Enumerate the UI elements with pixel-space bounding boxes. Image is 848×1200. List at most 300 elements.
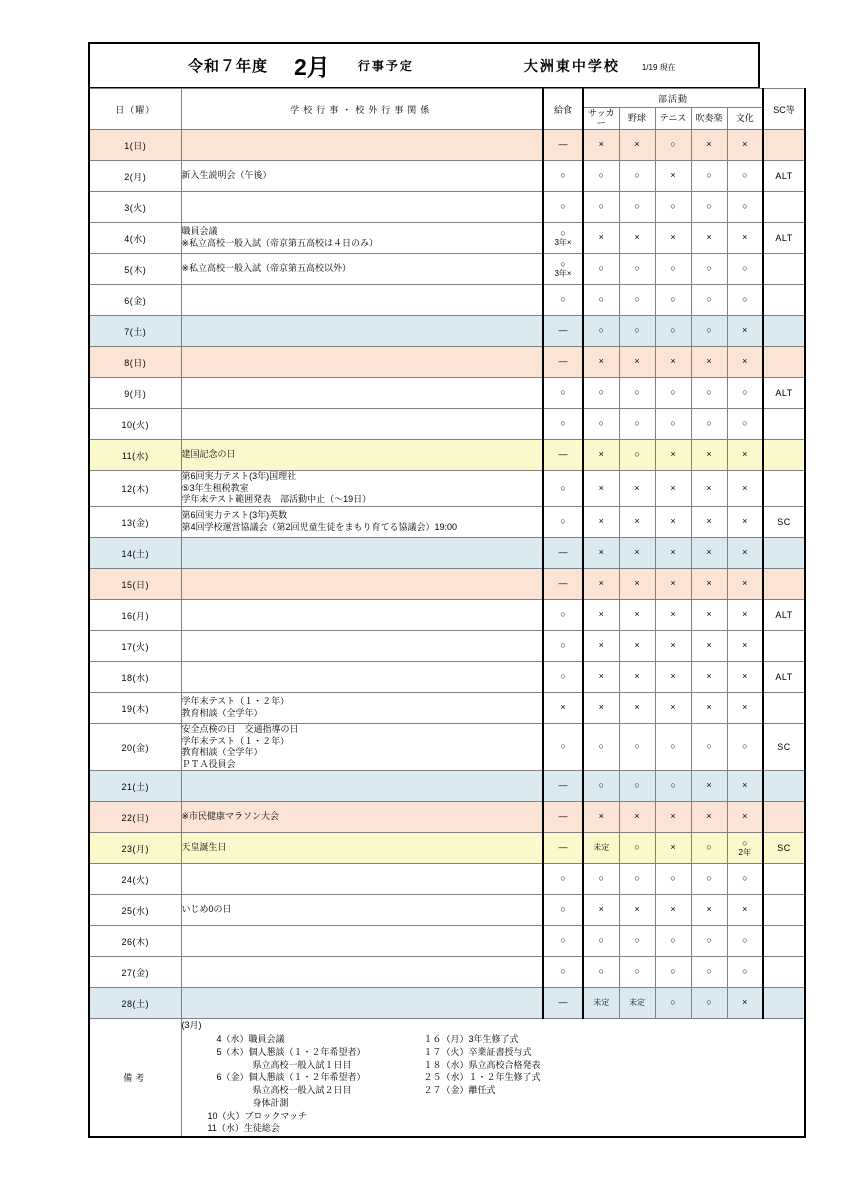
club-mark: 未定	[593, 842, 610, 852]
event-cell	[181, 802, 543, 833]
club-cell	[619, 771, 655, 802]
club-mark: ×	[598, 609, 604, 620]
club-cell	[691, 471, 727, 507]
lunch-cell	[543, 926, 583, 957]
sc-cell: SC	[763, 724, 805, 771]
column-header-club-group: 部活動	[583, 89, 763, 108]
club-cell	[655, 192, 691, 223]
club-mark: ×	[634, 356, 640, 367]
club-cell	[655, 161, 691, 192]
lunch-cell	[543, 724, 583, 771]
event-cell	[181, 895, 543, 926]
sc-cell	[763, 347, 805, 378]
club-mark: ×	[706, 232, 712, 243]
column-header-lunch: 給食	[543, 89, 583, 130]
club-mark: ○	[670, 935, 676, 946]
event-cell	[181, 724, 543, 771]
lunch-mark: —	[558, 578, 568, 589]
club-cell	[619, 802, 655, 833]
club-cell	[583, 223, 619, 254]
club-mark: ×	[742, 547, 748, 558]
event-line: ※私立高校一般入試（帝京第五高校は４日のみ）	[181, 238, 379, 248]
club-mark: ×	[598, 671, 604, 682]
club-cell	[619, 130, 655, 161]
table-row	[89, 569, 805, 600]
event-cell	[181, 507, 543, 538]
club-cell	[583, 538, 619, 569]
event-line: 安全点検の日 交通指導の日	[181, 724, 299, 734]
lunch-cell	[543, 254, 583, 285]
club-mark: ○	[742, 387, 748, 398]
club-mark: ○	[598, 966, 604, 977]
event-line: 学年末テスト範囲発表 部活動中止（～19日）	[181, 494, 372, 505]
club-cell	[583, 409, 619, 440]
day-cell: 23(月)	[89, 833, 181, 864]
club-mark: ○	[670, 997, 676, 1008]
club-cell	[727, 130, 763, 161]
day-cell: 8(日)	[89, 347, 181, 378]
event-line: 第4回学校運営協議会（第2回児童生徒をまもり育てる協議会）19:00	[181, 522, 458, 532]
day-cell: 10(火)	[89, 409, 181, 440]
club-cell	[655, 316, 691, 347]
remarks-line: 11（水）生徒総会	[207, 1123, 280, 1134]
remarks-column-right	[410, 1033, 660, 1135]
club-cell	[619, 161, 655, 192]
club-cell	[583, 569, 619, 600]
club-cell	[727, 192, 763, 223]
club-mark: ×	[670, 482, 676, 493]
club-cell	[691, 347, 727, 378]
club-mark: ○	[742, 201, 748, 212]
column-header-club-tennis: テニス	[655, 108, 691, 130]
lunch-mark: —	[558, 139, 568, 150]
sc-cell	[763, 631, 805, 662]
club-mark: ×	[742, 356, 748, 367]
club-mark: ×	[742, 640, 748, 651]
schedule-type-label: 行事予定	[357, 59, 414, 73]
lunch-cell	[543, 409, 583, 440]
table-row	[89, 507, 805, 538]
sc-cell	[763, 538, 805, 569]
club-mark: ○	[670, 966, 676, 977]
event-cell	[181, 864, 543, 895]
club-cell	[727, 895, 763, 926]
club-mark: ○	[670, 741, 676, 752]
club-cell	[727, 724, 763, 771]
club-mark: ×	[742, 997, 748, 1008]
table-row	[89, 631, 805, 662]
club-cell	[619, 347, 655, 378]
club-mark: ○	[742, 838, 748, 849]
sc-cell	[763, 254, 805, 285]
club-cell	[583, 957, 619, 988]
column-header-day: 日（曜）	[89, 89, 181, 130]
lunch-mark: —	[558, 780, 568, 791]
day-cell: 22(日)	[89, 802, 181, 833]
club-mark: ○	[598, 294, 604, 305]
club-cell	[583, 662, 619, 693]
club-cell	[691, 507, 727, 538]
club-mark: ×	[634, 139, 640, 150]
day-cell: 21(土)	[89, 771, 181, 802]
lunch-cell	[543, 662, 583, 693]
club-mark: ×	[706, 671, 712, 682]
remarks-label: 備考	[89, 1019, 181, 1137]
club-cell	[691, 254, 727, 285]
club-cell	[583, 693, 619, 724]
day-cell: 20(金)	[89, 724, 181, 771]
sc-cell: SC	[763, 507, 805, 538]
club-cell	[655, 957, 691, 988]
as-of-date-label: 1/19 現在	[641, 63, 676, 72]
club-mark: ×	[670, 232, 676, 243]
lunch-mark: ○	[560, 904, 566, 915]
club-mark: ○	[598, 741, 604, 752]
sc-cell	[763, 316, 805, 347]
club-mark: ○	[670, 418, 676, 429]
remarks-line: １８（水）県立高校合格発表	[423, 1059, 541, 1070]
club-mark: ×	[706, 904, 712, 915]
club-mark: ○	[706, 873, 712, 884]
club-cell	[619, 724, 655, 771]
event-cell	[181, 988, 543, 1019]
event-line: ＰＴＡ役員会	[181, 758, 236, 769]
club-mark: ○	[598, 780, 604, 791]
club-mark: ○	[598, 263, 604, 274]
lunch-cell	[543, 440, 583, 471]
club-cell	[727, 600, 763, 631]
event-cell	[181, 569, 543, 600]
club-cell	[691, 957, 727, 988]
club-cell	[619, 316, 655, 347]
club-mark: ×	[670, 811, 676, 822]
club-cell	[727, 693, 763, 724]
table-row	[89, 347, 805, 378]
club-mark: ○	[634, 387, 640, 398]
club-mark: ×	[742, 325, 748, 336]
sc-cell: ALT	[763, 223, 805, 254]
club-mark: ○	[742, 935, 748, 946]
lunch-mark: ○	[560, 387, 566, 398]
remarks-line: 4（水）職員会議	[207, 1034, 285, 1045]
sc-cell	[763, 895, 805, 926]
club-cell	[583, 926, 619, 957]
club-mark: ○	[670, 201, 676, 212]
club-mark: ×	[634, 640, 640, 651]
club-mark: ○	[742, 418, 748, 429]
sc-cell: SC	[763, 833, 805, 864]
sc-cell	[763, 988, 805, 1019]
column-header-club-soccer: サッカー	[583, 108, 619, 130]
club-cell	[727, 409, 763, 440]
club-cell	[655, 802, 691, 833]
club-mark: ×	[706, 811, 712, 822]
club-cell	[655, 538, 691, 569]
club-mark: ×	[706, 516, 712, 527]
table-row	[89, 440, 805, 471]
lunch-cell	[543, 285, 583, 316]
club-cell	[727, 631, 763, 662]
club-cell	[655, 864, 691, 895]
lunch-cell	[543, 802, 583, 833]
event-line: 職員会議	[181, 226, 218, 237]
remarks-line: 10（火）ブロックマッチ	[207, 1110, 307, 1121]
day-cell: 11(水)	[89, 440, 181, 471]
sc-cell	[763, 864, 805, 895]
club-mark: ×	[634, 811, 640, 822]
club-cell	[655, 631, 691, 662]
club-mark-note: 2年	[738, 847, 751, 857]
club-cell	[583, 600, 619, 631]
remarks-line: 県立高校一般入試１日目	[207, 1059, 352, 1070]
table-row	[89, 130, 805, 161]
day-cell: 17(火)	[89, 631, 181, 662]
event-cell	[181, 771, 543, 802]
table-row	[89, 600, 805, 631]
day-cell: 15(日)	[89, 569, 181, 600]
club-mark: ×	[598, 139, 604, 150]
lunch-cell	[543, 631, 583, 662]
table-footer	[89, 1019, 805, 1137]
club-cell	[655, 662, 691, 693]
club-cell	[583, 130, 619, 161]
remarks-line: 6（金）個人懇談（１・２年希望者）	[207, 1072, 366, 1083]
lunch-cell	[543, 316, 583, 347]
lunch-cell	[543, 161, 583, 192]
club-cell	[583, 895, 619, 926]
club-mark: ×	[706, 482, 712, 493]
club-cell	[655, 771, 691, 802]
event-cell	[181, 662, 543, 693]
sc-cell	[763, 285, 805, 316]
club-mark: ×	[706, 702, 712, 713]
club-mark: ×	[706, 139, 712, 150]
club-cell	[691, 285, 727, 316]
day-cell: 24(火)	[89, 864, 181, 895]
club-cell	[727, 662, 763, 693]
club-mark: ×	[670, 702, 676, 713]
sc-cell	[763, 409, 805, 440]
club-mark: ×	[742, 780, 748, 791]
column-header-event: 学校行事・校外行事関係	[181, 89, 543, 130]
club-cell	[727, 471, 763, 507]
event-line: 新入生説明会（午後）	[181, 170, 272, 181]
table-row	[89, 802, 805, 833]
club-mark: ×	[742, 232, 748, 243]
sc-cell: ALT	[763, 378, 805, 409]
column-header-sc: SC等	[763, 89, 805, 130]
club-mark: ×	[598, 904, 604, 915]
club-cell	[727, 988, 763, 1019]
event-cell	[181, 693, 543, 724]
club-cell	[619, 471, 655, 507]
club-mark: ×	[634, 516, 640, 527]
day-cell: 26(木)	[89, 926, 181, 957]
lunch-cell	[543, 833, 583, 864]
table-row	[89, 378, 805, 409]
club-mark: ○	[598, 873, 604, 884]
club-cell	[655, 895, 691, 926]
event-cell	[181, 192, 543, 223]
club-cell	[583, 864, 619, 895]
club-mark: ×	[670, 449, 676, 460]
event-line: 建国記念の日	[181, 449, 236, 460]
club-cell	[655, 347, 691, 378]
lunch-cell	[543, 957, 583, 988]
remarks-line: １７（火）卒業証書授与式	[423, 1046, 532, 1057]
club-cell	[691, 864, 727, 895]
lunch-mark: ○	[560, 201, 566, 212]
club-cell	[727, 864, 763, 895]
club-mark: ○	[598, 325, 604, 336]
club-cell	[727, 316, 763, 347]
event-cell	[181, 130, 543, 161]
club-cell	[691, 161, 727, 192]
club-mark: ×	[742, 904, 748, 915]
club-cell	[583, 724, 619, 771]
club-cell	[691, 802, 727, 833]
club-mark: ×	[634, 609, 640, 620]
table-row	[89, 285, 805, 316]
event-cell	[181, 471, 543, 507]
club-mark: ×	[670, 547, 676, 558]
club-cell	[691, 409, 727, 440]
club-mark: ×	[598, 578, 604, 589]
club-cell	[583, 378, 619, 409]
lunch-mark: ○	[560, 640, 566, 651]
lunch-cell	[543, 130, 583, 161]
lunch-mark: ○	[560, 741, 566, 752]
club-mark: ×	[598, 482, 604, 493]
club-cell	[691, 631, 727, 662]
event-line: 第6回実力テスト(3年)国理社	[181, 471, 297, 482]
club-cell	[655, 471, 691, 507]
club-mark: ○	[670, 325, 676, 336]
lunch-mark: ○	[560, 516, 566, 527]
club-cell	[727, 833, 763, 864]
event-cell	[181, 254, 543, 285]
event-cell	[181, 378, 543, 409]
club-cell	[691, 192, 727, 223]
club-cell	[583, 771, 619, 802]
club-cell	[619, 285, 655, 316]
lunch-mark: —	[558, 325, 568, 336]
event-cell	[181, 833, 543, 864]
club-cell	[619, 693, 655, 724]
table-row	[89, 988, 805, 1019]
club-mark: ×	[634, 482, 640, 493]
event-line: 教育相談（全学年）	[181, 747, 263, 758]
event-cell	[181, 316, 543, 347]
lunch-cell	[543, 347, 583, 378]
club-mark: ×	[598, 702, 604, 713]
lunch-cell	[543, 693, 583, 724]
table-row	[89, 192, 805, 223]
club-mark: ×	[634, 547, 640, 558]
club-mark: ○	[670, 387, 676, 398]
club-mark: ○	[670, 780, 676, 791]
day-cell: 13(金)	[89, 507, 181, 538]
lunch-mark: ○	[560, 294, 566, 305]
club-mark: ○	[670, 139, 676, 150]
club-cell	[583, 285, 619, 316]
sc-cell	[763, 771, 805, 802]
lunch-mark: —	[558, 997, 568, 1008]
club-mark: ○	[598, 387, 604, 398]
club-cell	[691, 569, 727, 600]
table-header	[89, 89, 805, 130]
club-cell	[655, 440, 691, 471]
table-row	[89, 409, 805, 440]
club-cell	[619, 507, 655, 538]
club-mark: ×	[634, 904, 640, 915]
lunch-mark: ○	[560, 482, 566, 493]
club-cell	[691, 662, 727, 693]
club-mark: ×	[706, 449, 712, 460]
day-cell: 25(水)	[89, 895, 181, 926]
club-mark: ○	[742, 263, 748, 274]
table-row	[89, 538, 805, 569]
club-mark: ×	[598, 547, 604, 558]
event-line: ※私立高校一般入試（帝京第五高校以外）	[181, 263, 352, 274]
lunch-mark: —	[558, 842, 568, 853]
column-header-club-baseball: 野球	[619, 108, 655, 130]
club-cell	[691, 724, 727, 771]
lunch-mark: ○	[560, 671, 566, 682]
club-mark: ○	[706, 325, 712, 336]
club-cell	[619, 223, 655, 254]
remarks-column-left	[182, 1033, 410, 1135]
lunch-cell	[543, 988, 583, 1019]
club-cell	[691, 600, 727, 631]
club-cell	[727, 926, 763, 957]
event-line: 天皇誕生日	[181, 842, 227, 853]
club-cell	[691, 895, 727, 926]
lunch-cell	[543, 507, 583, 538]
column-header-club-band: 吹奏楽	[691, 108, 727, 130]
event-line: 学年末テスト（１・２年）	[181, 696, 290, 707]
day-cell: 5(木)	[89, 254, 181, 285]
club-cell	[619, 254, 655, 285]
day-cell: 18(水)	[89, 662, 181, 693]
club-cell	[619, 864, 655, 895]
table-row	[89, 254, 805, 285]
club-mark: ×	[634, 671, 640, 682]
club-mark: 未定	[629, 997, 645, 1007]
club-mark: ○	[634, 170, 640, 181]
table-body	[89, 130, 805, 1019]
table-row	[89, 864, 805, 895]
event-line: いじめ0の日	[181, 904, 232, 915]
club-mark: ×	[706, 640, 712, 651]
event-line: ※市民健康マラソン大会	[181, 811, 280, 822]
remarks-line: 県立高校一般入試２日目	[207, 1085, 352, 1096]
event-cell	[181, 600, 543, 631]
lunch-mark: —	[558, 547, 568, 558]
lunch-cell	[543, 538, 583, 569]
club-mark: ○	[634, 263, 640, 274]
club-mark: ×	[742, 516, 748, 527]
lunch-mark: ○	[560, 609, 566, 620]
club-cell	[655, 569, 691, 600]
club-cell	[655, 409, 691, 440]
club-mark: ○	[742, 966, 748, 977]
club-cell	[727, 285, 763, 316]
club-cell	[727, 378, 763, 409]
club-mark: ○	[706, 294, 712, 305]
club-mark: ×	[670, 356, 676, 367]
lunch-cell	[543, 895, 583, 926]
